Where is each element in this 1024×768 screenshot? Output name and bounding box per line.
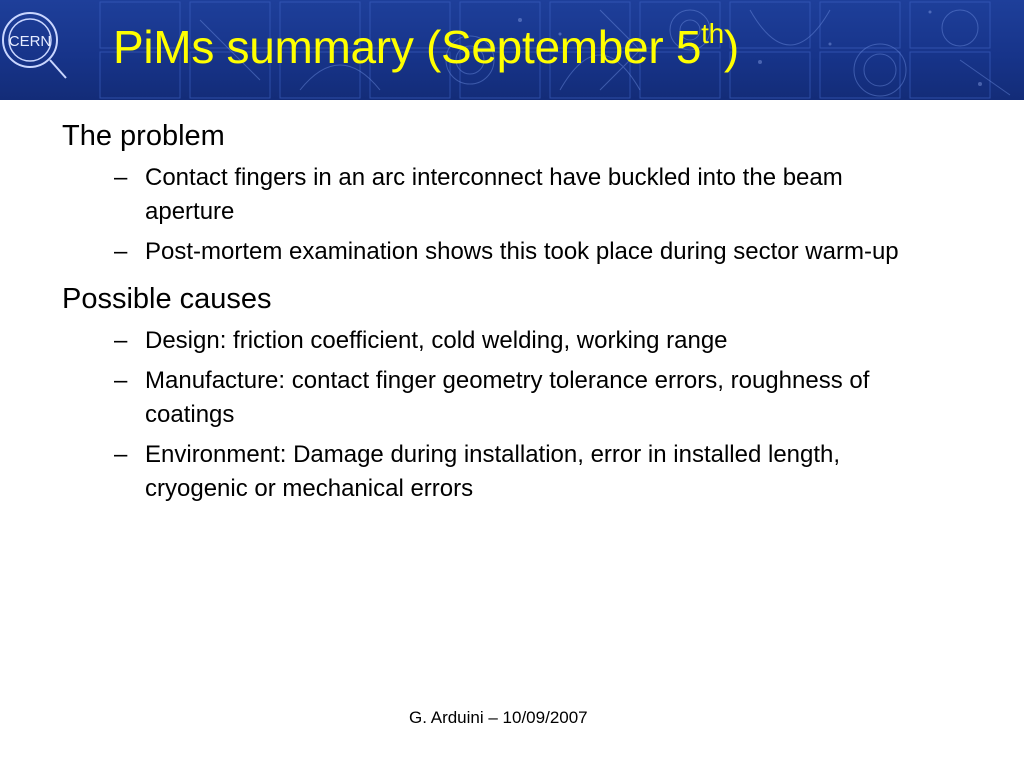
causes-bullet-list <box>62 324 962 506</box>
title-superscript: th <box>701 17 724 49</box>
footer-author-date: G. Arduini – 10/09/2007 <box>409 708 588 727</box>
bullet-item <box>62 438 925 506</box>
bullet-dash: – <box>114 164 128 191</box>
bullet-item <box>62 161 925 229</box>
bullet-text: Environment: Damage during installation, error in installed length, cryogenic or mechanical errors <box>145 441 841 502</box>
page-title <box>113 17 739 74</box>
slide-content <box>62 118 962 518</box>
cern-logo <box>0 0 70 80</box>
bullet-dash: – <box>114 327 128 354</box>
bullet-text: Design: friction coefficient, cold welding, working range <box>145 327 728 354</box>
section-heading-problem: The problem <box>62 120 225 152</box>
bullet-dash: – <box>114 238 128 265</box>
header-banner <box>0 0 1024 100</box>
bullet-text: Post-mortem examination shows this took place during sector warm-up <box>145 238 899 265</box>
title-main: PiMs summary (September 5 <box>113 21 702 73</box>
bullet-item <box>62 324 925 358</box>
bullet-dash: – <box>114 367 128 394</box>
section-heading-causes: Possible causes <box>62 283 272 315</box>
bullet-item <box>62 364 925 432</box>
bullet-item <box>62 235 925 269</box>
problem-bullet-list <box>62 161 962 269</box>
bullet-text: Contact fingers in an arc interconnect have buckled into the beam aperture <box>145 164 843 225</box>
bullet-dash: – <box>114 441 128 468</box>
bullet-text: Manufacture: contact finger geometry tolerance errors, roughness of coatings <box>145 367 870 428</box>
title-end: ) <box>723 21 739 73</box>
logo-text: CERN <box>8 33 52 50</box>
